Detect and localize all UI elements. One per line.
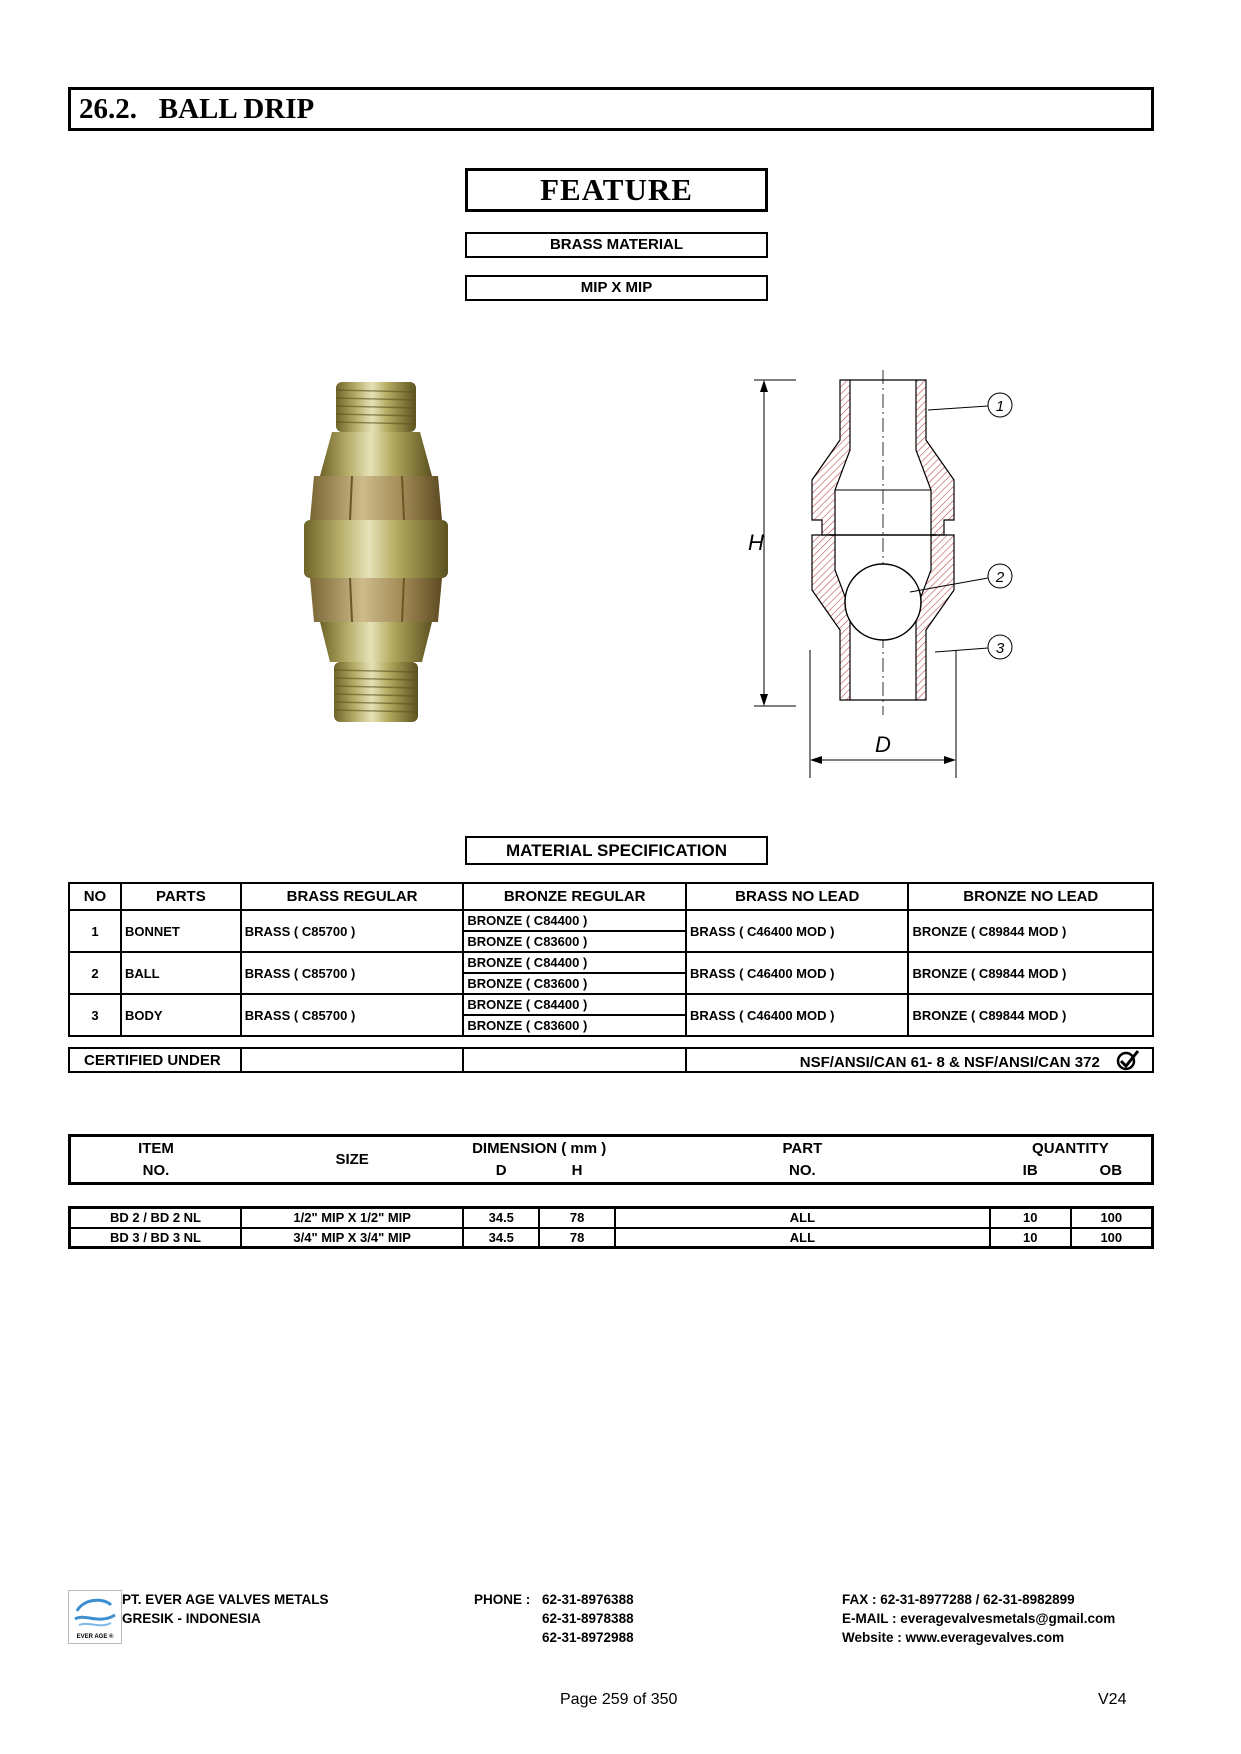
footer-company: PT. EVER AGE VALVES METALS — [122, 1592, 329, 1607]
dimension-d-label: D — [875, 732, 891, 757]
material-spec-heading: MATERIAL SPECIFICATION — [506, 841, 727, 860]
product-photo — [290, 370, 470, 730]
version-label: V24 — [1098, 1691, 1127, 1708]
row-h: 78 — [539, 1208, 615, 1228]
material-spec-header-row — [69, 883, 1153, 910]
callout-2: 2 — [995, 569, 1005, 586]
row-brass-regular: BRASS ( C85700 ) — [241, 994, 464, 1036]
dimension-h-label: H — [748, 530, 764, 555]
row-bronze-regular: BRONZE ( C83600 ) — [463, 1015, 686, 1036]
row-ob: 100 — [1071, 1208, 1153, 1228]
footer-location: GRESIK - INDONESIA — [122, 1611, 261, 1626]
footer-phones — [542, 1590, 634, 1647]
footer-email[interactable]: E-MAIL : everagevalvesmetals@gmail.com — [842, 1611, 1116, 1626]
table-row — [70, 1208, 1153, 1228]
row-bronze-regular: BRONZE ( C84400 ) — [463, 994, 686, 1015]
dimension-header-table — [68, 1134, 1154, 1185]
section-title: 26.2. BALL DRIP — [79, 93, 315, 125]
table-row — [69, 952, 1153, 973]
row-bronze-no-lead: BRONZE ( C89844 MOD ) — [908, 952, 1153, 994]
company-logo — [68, 1590, 122, 1644]
header-item: ITEM — [138, 1139, 174, 1157]
row-brass-no-lead: BRASS ( C46400 MOD ) — [686, 910, 909, 952]
footer-contact-block — [842, 1590, 1115, 1647]
header-item-no: NO. — [142, 1162, 170, 1180]
row-brass-regular: BRASS ( C85700 ) — [241, 952, 464, 994]
material-spec-table — [68, 882, 1154, 1037]
row-bronze-regular: BRONZE ( C83600 ) — [463, 931, 686, 952]
row-bronze-regular: BRONZE ( C84400 ) — [463, 910, 686, 931]
checkmark-circle-icon — [1116, 1049, 1140, 1071]
row-ib: 10 — [990, 1208, 1071, 1228]
header-ib: IB — [1022, 1162, 1038, 1180]
footer-website[interactable]: Website : www.everagevalves.com — [842, 1630, 1065, 1645]
row-no: 2 — [69, 952, 121, 994]
footer-phone-label: PHONE : — [474, 1592, 531, 1607]
header-dimension: DIMENSION ( mm ) — [472, 1139, 607, 1157]
page-number: Page 259 of 350 — [560, 1691, 678, 1708]
row-no: 1 — [69, 910, 121, 952]
section-title-box — [68, 87, 1154, 131]
row-bronze-regular: BRONZE ( C83600 ) — [463, 973, 686, 994]
row-d: 34.5 — [463, 1228, 539, 1248]
footer-company-block — [122, 1590, 329, 1628]
footer-fax: FAX : 62-31-8977288 / 62-31-8982899 — [842, 1592, 1075, 1607]
row-part: ALL — [615, 1228, 990, 1248]
certified-value: NSF/ANSI/CAN 61- 8 & NSF/ANSI/CAN 372 — [799, 1054, 1100, 1071]
callout-3: 3 — [995, 640, 1005, 657]
row-d: 34.5 — [463, 1208, 539, 1228]
col-header-bronze-no-lead: BRONZE NO LEAD — [908, 883, 1153, 910]
technical-drawing — [730, 370, 1030, 780]
row-part: BONNET — [121, 910, 241, 952]
footer-phone: 62-31-8976388 — [542, 1592, 634, 1607]
material-spec-heading-box — [465, 836, 768, 865]
row-bronze-no-lead: BRONZE ( C89844 MOD ) — [908, 910, 1153, 952]
col-header-no: NO — [69, 883, 121, 910]
footer-phone: 62-31-8972988 — [542, 1630, 634, 1645]
table-row — [70, 1228, 1153, 1248]
waves-logo-icon — [69, 1591, 121, 1631]
row-size: 1/2" MIP X 1/2" MIP — [241, 1208, 463, 1228]
row-part: ALL — [615, 1208, 990, 1228]
dimension-table — [68, 1206, 1154, 1249]
table-row — [69, 910, 1153, 931]
row-part: BALL — [121, 952, 241, 994]
row-size: 3/4" MIP X 3/4" MIP — [241, 1228, 463, 1248]
row-brass-regular: BRASS ( C85700 ) — [241, 910, 464, 952]
row-brass-no-lead: BRASS ( C46400 MOD ) — [686, 994, 909, 1036]
row-ib: 10 — [990, 1228, 1071, 1248]
header-part-no: NO. — [789, 1162, 816, 1180]
row-part: BODY — [121, 994, 241, 1036]
callout-1: 1 — [995, 398, 1005, 415]
table-row — [69, 994, 1153, 1015]
feature-heading-box — [465, 168, 768, 212]
certified-value-cell — [686, 1048, 1153, 1072]
row-bronze-no-lead: BRONZE ( C89844 MOD ) — [908, 994, 1153, 1036]
row-brass-no-lead: BRASS ( C46400 MOD ) — [686, 952, 909, 994]
certification-table — [68, 1047, 1154, 1073]
row-no: 3 — [69, 994, 121, 1036]
row-bronze-regular: BRONZE ( C84400 ) — [463, 952, 686, 973]
logo-text: EVER AGE ® — [76, 1634, 114, 1640]
footer-phone: 62-31-8978388 — [542, 1611, 634, 1626]
header-ob: OB — [1099, 1162, 1123, 1180]
col-header-brass-no-lead: BRASS NO LEAD — [686, 883, 909, 910]
header-d: D — [495, 1162, 507, 1180]
feature-item-mip-x-mip: MIP X MIP — [465, 275, 768, 301]
feature-item-brass-material: BRASS MATERIAL — [465, 232, 768, 258]
header-size: SIZE — [335, 1151, 369, 1168]
feature-heading: FEATURE — [540, 172, 693, 207]
certified-label: CERTIFIED UNDER — [69, 1048, 241, 1072]
row-item: BD 3 / BD 3 NL — [70, 1228, 242, 1248]
header-h: H — [571, 1162, 583, 1180]
row-item: BD 2 / BD 2 NL — [70, 1208, 242, 1228]
row-h: 78 — [539, 1228, 615, 1248]
header-quantity: QUANTITY — [1032, 1139, 1109, 1157]
col-header-bronze-regular: BRONZE REGULAR — [463, 883, 686, 910]
header-part: PART — [782, 1139, 823, 1157]
row-ob: 100 — [1071, 1228, 1153, 1248]
col-header-brass-regular: BRASS REGULAR — [241, 883, 464, 910]
col-header-parts: PARTS — [121, 883, 241, 910]
